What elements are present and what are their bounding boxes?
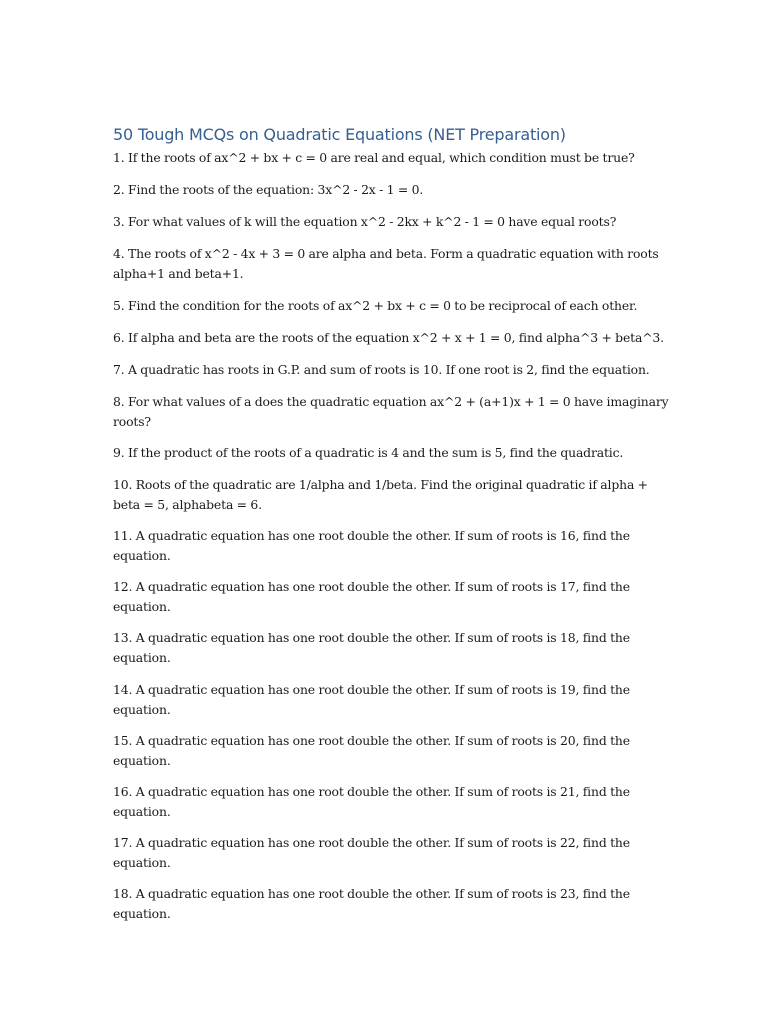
question-16: 16. A quadratic equation has one root double the other. If sum of roots is 21, find the equation. [113, 784, 630, 819]
question-18: 18. A quadratic equation has one root double the other. If sum of roots is 23, find the equation. [113, 886, 630, 921]
question-13: 13. A quadratic equation has one root double the other. If sum of roots is 18, find the equation. [113, 630, 630, 665]
question-6: 6. If alpha and beta are the roots of the equation x^2 + x + 1 = 0, find alpha^3 + beta^3. [113, 330, 664, 345]
question-1: 1. If the roots of ax^2 + bx + c = 0 are real and equal, which condition must be true? [113, 150, 635, 165]
question-9: 9. If the product of the roots of a quadratic is 4 and the sum is 5, find the quadratic. [113, 445, 624, 460]
question-4: 4. The roots of x^2 - 4x + 3 = 0 are alpha and beta. Form a quadratic equation with roots alpha+1 and beta+1. [113, 246, 659, 281]
question-11: 11. A quadratic equation has one root double the other. If sum of roots is 16, find the equation. [113, 528, 630, 563]
document-title: 50 Tough MCQs on Quadratic Equations (NET Preparation) [113, 125, 566, 144]
question-7: 7. A quadratic has roots in G.P. and sum of roots is 10. If one root is 2, find the equation. [113, 362, 650, 377]
question-2: 2. Find the roots of the equation: 3x^2 - 2x - 1 = 0. [113, 182, 424, 197]
question-3: 3. For what values of k will the equation x^2 - 2kx + k^2 - 1 = 0 have equal roots? [113, 214, 617, 229]
question-5: 5. Find the condition for the roots of ax^2 + bx + c = 0 to be reciprocal of each other. [113, 298, 638, 313]
question-15: 15. A quadratic equation has one root double the other. If sum of roots is 20, find the equation. [113, 733, 630, 768]
question-10: 10. Roots of the quadratic are 1/alpha and 1/beta. Find the original quadratic if alpha + beta = 5, alphabeta = 6. [113, 477, 648, 512]
question-8: 8. For what values of a does the quadratic equation ax^2 + (a+1)x + 1 = 0 have imaginary roots? [113, 394, 669, 429]
question-17: 17. A quadratic equation has one root double the other. If sum of roots is 22, find the equation. [113, 835, 630, 870]
question-12: 12. A quadratic equation has one root double the other. If sum of roots is 17, find the equation. [113, 579, 630, 614]
question-14: 14. A quadratic equation has one root double the other. If sum of roots is 19, find the equation. [113, 682, 630, 717]
